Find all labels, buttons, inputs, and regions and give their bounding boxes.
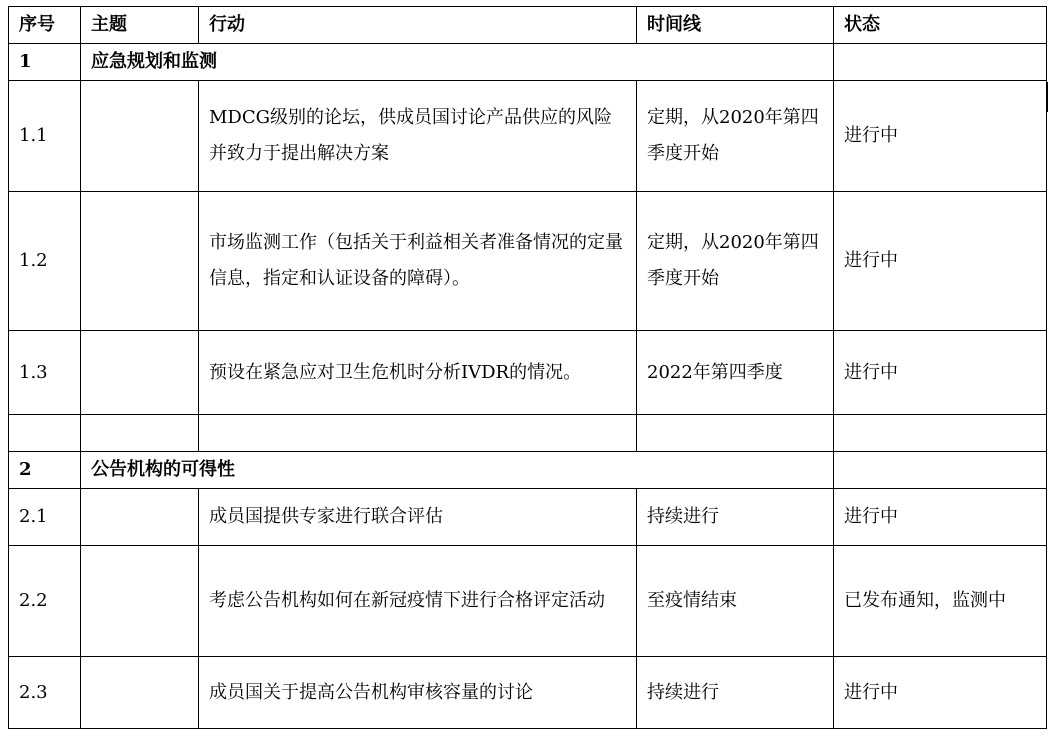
row-status [834, 452, 1047, 489]
row-action [199, 415, 637, 452]
row-timeline: 持续进行 [637, 489, 834, 546]
header-action: 行动 [199, 7, 637, 44]
header-status: 状态 [834, 7, 1047, 44]
row-timeline: 持续进行 [637, 657, 834, 729]
row-status: 已发布通知，监测中 [834, 546, 1047, 657]
table-header-row [9, 7, 1047, 44]
row-no [9, 415, 81, 452]
row-no: 1.3 [9, 331, 81, 415]
row-status: 进行中 [834, 657, 1047, 729]
row-status [834, 44, 1047, 81]
row-timeline: 至疫情结束 [637, 546, 834, 657]
header-topic: 主题 [81, 7, 199, 44]
section-row [9, 452, 1047, 489]
row-no: 2.3 [9, 657, 81, 729]
row-action: 成员国提供专家进行联合评估 [199, 489, 637, 546]
row-topic [81, 331, 199, 415]
row-timeline: 定期，从2020年第四季度开始 [637, 192, 834, 331]
header-no: 序号 [9, 7, 81, 44]
section-row [9, 44, 1047, 81]
row-no: 2.1 [9, 489, 81, 546]
row-no: 1.1 [9, 81, 81, 192]
page-edge-mark [1046, 82, 1048, 112]
table-row [9, 546, 1047, 657]
row-status: 进行中 [834, 489, 1047, 546]
row-topic [81, 657, 199, 729]
section-title: 公告机构的可得性 [81, 452, 834, 489]
row-status: 进行中 [834, 192, 1047, 331]
row-status [834, 415, 1047, 452]
table-row [9, 81, 1047, 192]
row-action: MDCG级别的论坛，供成员国讨论产品供应的风险并致力于提出解决方案 [199, 81, 637, 192]
row-timeline: 定期，从2020年第四季度开始 [637, 81, 834, 192]
row-topic [81, 489, 199, 546]
row-timeline [637, 415, 834, 452]
row-topic [81, 546, 199, 657]
action-plan-table [8, 6, 1047, 729]
table-row [9, 489, 1047, 546]
empty-row [9, 415, 1047, 452]
row-timeline: 2022年第四季度 [637, 331, 834, 415]
row-action: 成员国关于提高公告机构审核容量的讨论 [199, 657, 637, 729]
row-topic [81, 415, 199, 452]
table-row [9, 331, 1047, 415]
header-timeline: 时间线 [637, 7, 834, 44]
section-title: 应急规划和监测 [81, 44, 834, 81]
row-action: 市场监测工作（包括关于利益相关者准备情况的定量信息，指定和认证设备的障碍）。 [199, 192, 637, 331]
row-no: 2 [9, 452, 81, 489]
table-row [9, 657, 1047, 729]
row-status: 进行中 [834, 81, 1047, 192]
row-no: 2.2 [9, 546, 81, 657]
row-status: 进行中 [834, 331, 1047, 415]
row-no: 1.2 [9, 192, 81, 331]
row-topic [81, 81, 199, 192]
row-no: 1 [9, 44, 81, 81]
row-action: 预设在紧急应对卫生危机时分析IVDR的情况。 [199, 331, 637, 415]
table-row [9, 192, 1047, 331]
row-topic [81, 192, 199, 331]
row-action: 考虑公告机构如何在新冠疫情下进行合格评定活动 [199, 546, 637, 657]
